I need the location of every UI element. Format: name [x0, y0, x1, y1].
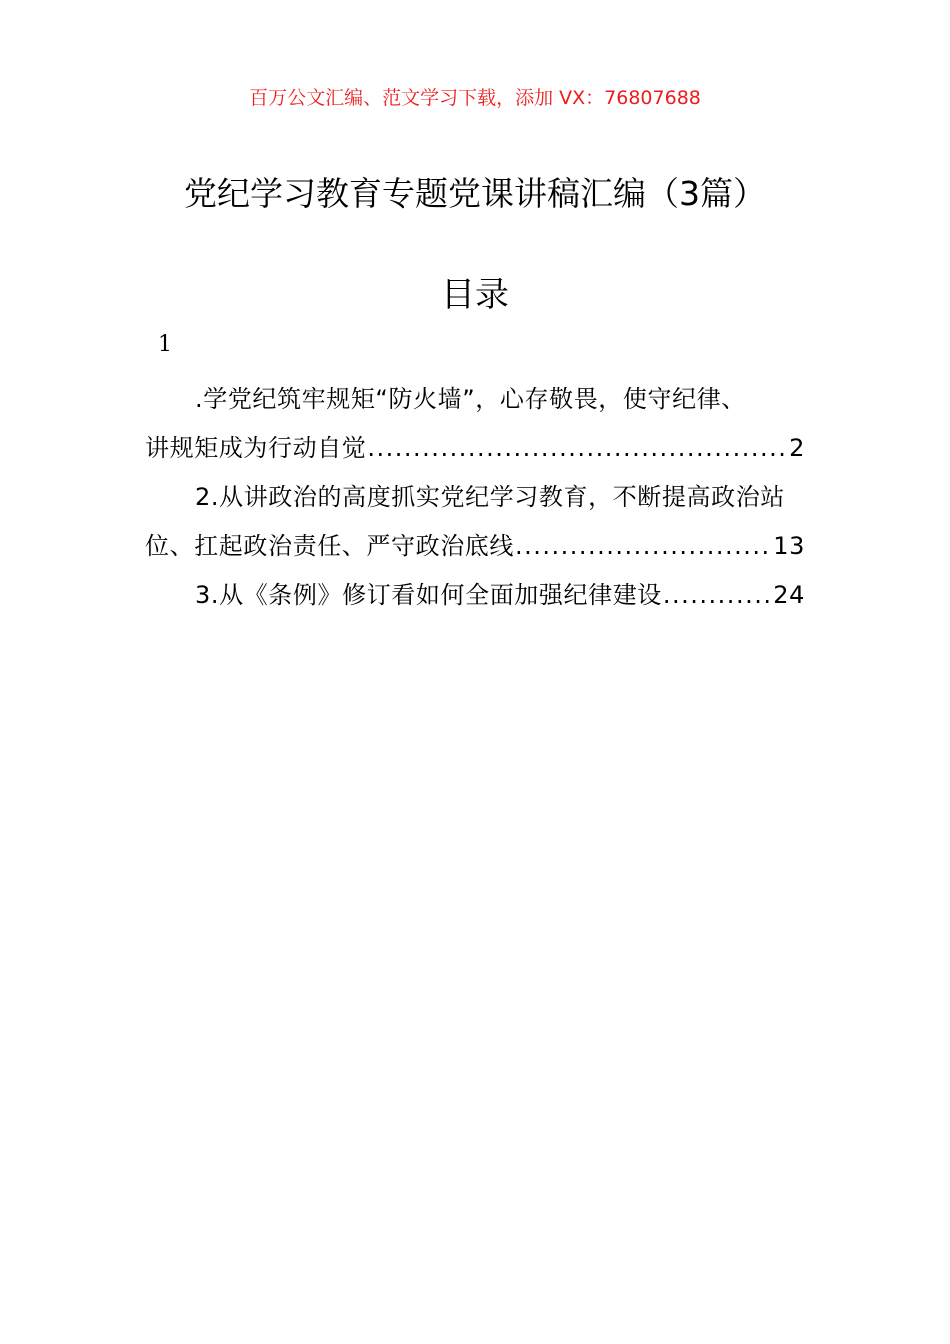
- toc-entry-2-page[interactable]: 13: [773, 532, 805, 560]
- toc-leader-dots: [515, 522, 772, 571]
- toc-entry-3-title[interactable]: 3.从《条例》修订看如何全面加强纪律建设: [195, 581, 662, 609]
- toc-entry-2-line-2[interactable]: [145, 522, 805, 571]
- toc-entry-1-line-2[interactable]: [145, 424, 805, 473]
- toc-entry-3-page[interactable]: 24: [773, 581, 805, 609]
- table-of-contents: [145, 375, 805, 620]
- toc-entry-3-line-1[interactable]: [145, 571, 805, 620]
- toc-entry-1-line-1[interactable]: [145, 375, 805, 424]
- toc-leader-dots: [367, 424, 788, 473]
- toc-entry-2-title-part1[interactable]: 2.从讲政治的高度抓实党纪学习教育，不断提高政治站: [195, 483, 785, 511]
- toc-entry-1-page[interactable]: 2: [789, 434, 805, 462]
- toc-entry-2-line-1[interactable]: [145, 473, 805, 522]
- toc-leader-dots: [663, 571, 772, 620]
- header-note: 百万公文汇编、范文学习下载，添加 VX：76807688: [249, 87, 701, 109]
- toc-entry-2-title-part2[interactable]: 位、扛起政治责任、严守政治底线: [145, 532, 514, 560]
- toc-entry-1-title-part1[interactable]: .学党纪筑牢规矩“防火墙”，心存敬畏，使守纪律、: [195, 385, 746, 413]
- document-title: 党纪学习教育专题党课讲稿汇编（3篇）: [184, 174, 766, 213]
- toc-heading: 目录: [441, 275, 509, 315]
- stray-number: 1: [158, 332, 172, 357]
- toc-entry-1-title-part2[interactable]: 讲规矩成为行动自觉: [145, 434, 367, 462]
